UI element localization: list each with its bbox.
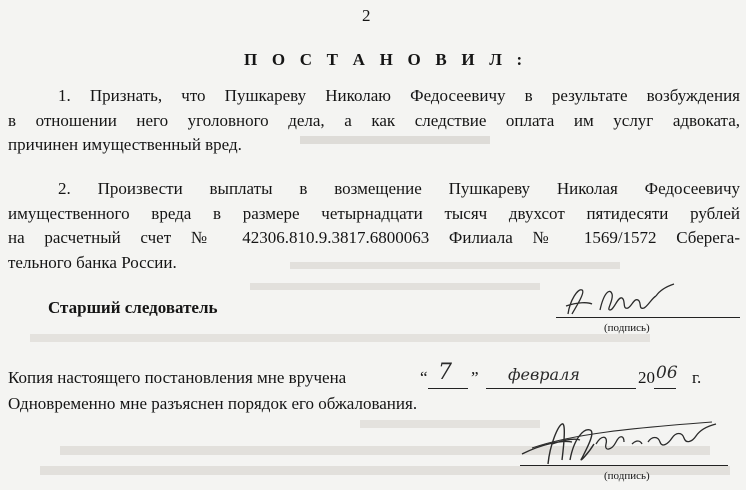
paragraph-1-line: 1. Признать, что Пушкареву Николаю Федосеевичу в результате возбуждения bbox=[58, 86, 740, 105]
paragraph-2-line: на расчетный счет № 42306.810.9.3817.6800063 Филиала № 1569/1572 Сберега- bbox=[8, 228, 740, 247]
paragraph-2-line: 2. Произвести выплаты в возмещение Пушкареву Николая Федосеевичу bbox=[58, 179, 740, 198]
year-suffix: г. bbox=[692, 368, 702, 387]
recipient-signature bbox=[512, 414, 732, 470]
recipient-signature-line bbox=[520, 465, 728, 466]
investigator-signature-caption: (подпись) bbox=[604, 322, 650, 334]
year-fill-line bbox=[654, 388, 676, 389]
day-fill-line bbox=[428, 388, 468, 389]
appeal-explanation-line: Одновременно мне разъяснен порядок его обжалования. bbox=[8, 394, 418, 413]
receipt-prefix: Копия настоящего постановления мне вручена bbox=[8, 368, 347, 387]
paragraph-2-line: имущественного вреда в размере четырнадцати тысяч двухсот пятидесяти рублей bbox=[8, 203, 740, 223]
investigator-signature bbox=[548, 280, 698, 320]
close-quote: ” bbox=[471, 368, 479, 387]
resolution-heading: П О С Т А Н О В И Л : bbox=[244, 50, 528, 69]
receipt-line bbox=[8, 360, 740, 392]
investigator-signature-line bbox=[556, 317, 740, 318]
bleed-through-shading bbox=[250, 283, 540, 290]
year-printed: 20 bbox=[638, 368, 655, 387]
open-quote: “ bbox=[420, 368, 428, 387]
handwritten-year: 06 bbox=[656, 363, 678, 383]
paragraph-1-line: в отношении него уголовного дела, а как следствие оплата им услуг адвоката, bbox=[8, 110, 740, 130]
investigator-title: Старший следователь bbox=[48, 298, 218, 317]
bleed-through-shading bbox=[30, 334, 650, 342]
paragraph-1 bbox=[8, 84, 740, 158]
paragraph-1-line: причинен имущественный вред. bbox=[8, 135, 242, 154]
paragraph-2-line: тельного банка России. bbox=[8, 252, 177, 272]
handwritten-month: февраля bbox=[508, 365, 580, 384]
paragraph-2 bbox=[8, 177, 740, 275]
month-fill-line bbox=[486, 388, 636, 389]
recipient-signature-caption: (подпись) bbox=[604, 470, 650, 482]
page-number: 2 bbox=[362, 6, 371, 25]
handwritten-day: 7 bbox=[438, 360, 452, 385]
